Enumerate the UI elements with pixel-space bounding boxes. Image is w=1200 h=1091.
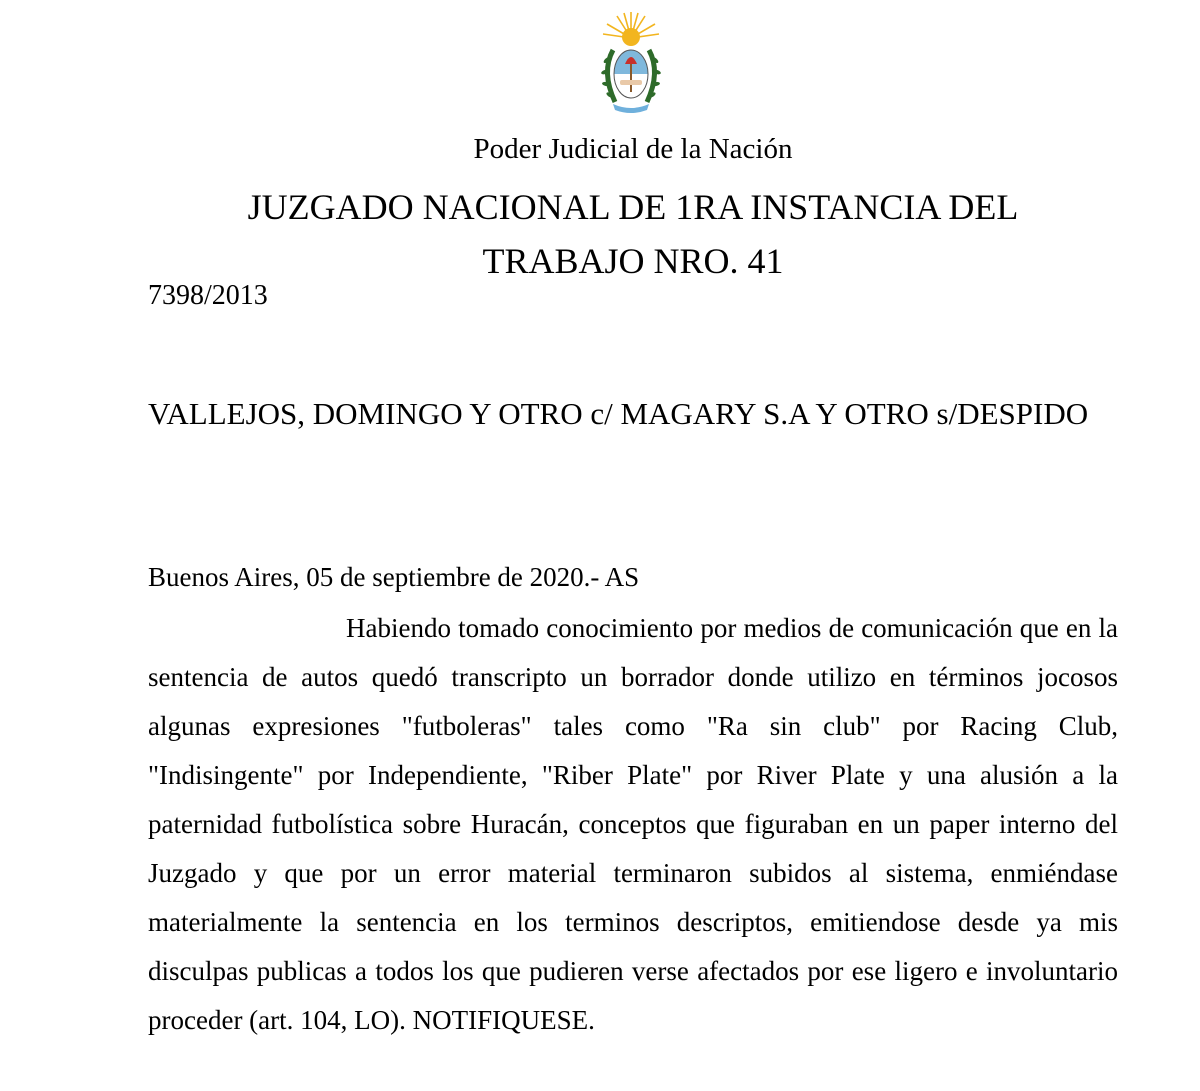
court-name-line-2: TRABAJO NRO. 41 <box>482 241 784 281</box>
argentina-coat-of-arms-icon <box>595 10 667 118</box>
agency-name: Poder Judicial de la Nación <box>473 133 793 165</box>
resolution-date: Buenos Aires, 05 de septiembre de 2020.- AS <box>148 562 640 592</box>
court-name <box>0 180 1200 288</box>
court-name-line-1: JUZGADO NACIONAL DE 1RA INSTANCIA DEL <box>247 187 1019 227</box>
case-title: VALLEJOS, DOMINGO Y OTRO c/ MAGARY S.A Y OTRO s/DESPIDO <box>148 396 1089 431</box>
case-number: 7398/2013 <box>148 280 268 311</box>
resolution-body: Habiendo tomado conocimiento por medios de comunicación que en la sentencia de autos quedó transcripto un borrador donde utilizo en términos jocosos algunas expresiones "futboleras" tales como "Ra sin club" por Racing Club, "Indisingente" por Independiente, "Riber Plate" por River Plate y una alusión a la paternidad futbolística sobre Huracán, conceptos que figuraban en un paper interno del Juzgado y que por un error material terminaron subidos al sistema, enmiéndase materialmente la sentencia en los terminos descriptos, emitiendose desde ya mis disculpas publicas a todos los que pudieren verse afectados por ese ligero e involuntario proceder (art. 104, LO). NOTIFIQUESE. <box>148 613 1118 1035</box>
